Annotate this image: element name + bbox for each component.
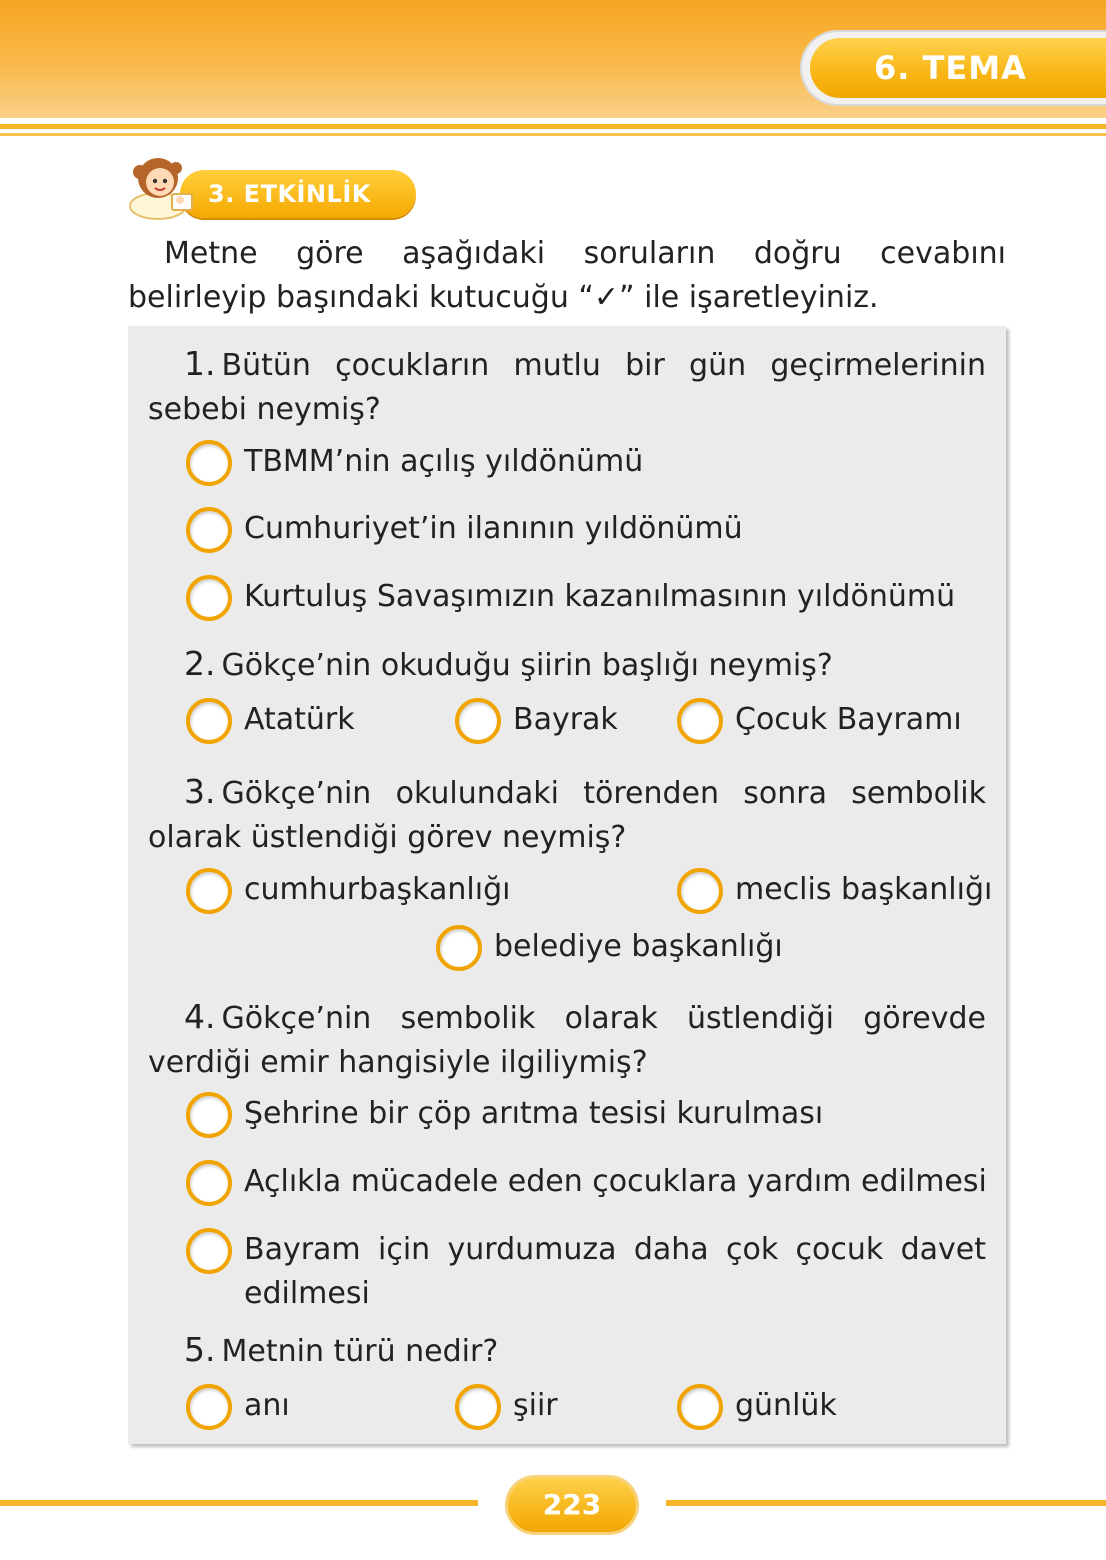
answer-circle[interactable] <box>455 698 501 744</box>
option-label: Kurtuluş Savaşımızın kazanılmasının yıldönümü <box>244 579 956 614</box>
instructions-text: Metne göre aşağıdaki soruların doğru cevabını belirleyip başındaki kutucuğu “✓” ile işaretleyiniz. <box>128 236 1006 315</box>
question-text: Gökçe’nin sembolik olarak üstlendiği görevde verdiği emir hangisiyle ilgiliymiş? <box>148 1001 986 1080</box>
top-divider-thin <box>0 133 1106 136</box>
option-q3-c[interactable] <box>436 925 783 975</box>
option-label: Şehrine bir çöp arıtma tesisi kurulması <box>244 1096 824 1131</box>
option-label: Bayrak <box>513 702 618 737</box>
option-label: günlük <box>735 1388 837 1423</box>
question-number: 1. <box>184 344 216 383</box>
option-q2-a[interactable] <box>186 698 355 748</box>
option-label: Cumhuriyet’in ilanının yıldönümü <box>244 511 743 546</box>
question-number: 4. <box>184 997 216 1036</box>
option-q2-b[interactable] <box>455 698 618 748</box>
option-q1-a[interactable] <box>186 440 643 490</box>
question-number: 2. <box>184 644 216 683</box>
answer-circle[interactable] <box>677 1384 723 1430</box>
answer-circle[interactable] <box>455 1384 501 1430</box>
theme-badge: 6. TEMA <box>810 38 1106 98</box>
activity-badge: 3. ETKİNLİK <box>180 170 416 218</box>
option-q2-c[interactable] <box>677 698 962 748</box>
option-label: Bayram için yurdumuza daha çok çocuk davet edilmesi <box>244 1232 986 1311</box>
option-q3-a[interactable] <box>186 868 510 918</box>
option-q1-c[interactable] <box>186 575 955 625</box>
question-text: Bütün çocukların mutlu bir gün geçirmelerinin sebebi neymiş? <box>148 348 986 427</box>
option-label: şiir <box>513 1388 558 1423</box>
answer-circle[interactable] <box>186 868 232 914</box>
option-label: cumhurbaşkanlığı <box>244 872 511 907</box>
question-4 <box>148 995 986 1085</box>
theme-badge-frame <box>800 30 1106 106</box>
answer-circle[interactable] <box>186 1092 232 1138</box>
answer-circle[interactable] <box>186 1384 232 1430</box>
question-number: 3. <box>184 772 216 811</box>
option-label: Açlıkla mücadele eden çocuklara yardım edilmesi <box>244 1164 987 1199</box>
question-number: 5. <box>184 1330 216 1369</box>
option-q1-b[interactable] <box>186 507 743 557</box>
answer-circle[interactable] <box>186 507 232 553</box>
answer-circle[interactable] <box>186 1160 232 1206</box>
option-label: Çocuk Bayramı <box>735 702 962 737</box>
question-text: Gökçe’nin okuduğu şiirin başlığı neymiş? <box>221 648 833 683</box>
question-3 <box>148 770 986 860</box>
question-1 <box>148 342 986 432</box>
answer-circle[interactable] <box>677 868 723 914</box>
option-label: Atatürk <box>244 702 355 737</box>
option-q4-b[interactable] <box>186 1160 987 1210</box>
option-q5-b[interactable] <box>455 1384 558 1434</box>
page-number: 223 <box>508 1478 636 1532</box>
question-5 <box>148 1328 986 1374</box>
option-label: TBMM’nin açılış yıldönümü <box>244 444 644 479</box>
answer-circle[interactable] <box>186 1228 232 1274</box>
option-q5-a[interactable] <box>186 1384 290 1434</box>
answer-circle[interactable] <box>677 698 723 744</box>
answer-circle[interactable] <box>186 440 232 486</box>
option-q4-a[interactable] <box>186 1092 823 1142</box>
answer-circle[interactable] <box>186 575 232 621</box>
option-q4-c[interactable] <box>186 1228 986 1318</box>
instructions <box>128 232 1006 320</box>
option-label: belediye başkanlığı <box>494 929 783 964</box>
girl-writing-icon <box>128 150 196 222</box>
top-divider <box>0 124 1106 129</box>
question-text: Metnin türü nedir? <box>221 1334 499 1369</box>
option-q5-c[interactable] <box>677 1384 837 1434</box>
option-q3-b[interactable] <box>677 868 992 918</box>
question-text: Gökçe’nin okulundaki törenden sonra sembolik olarak üstlendiği görev neymiş? <box>148 776 986 855</box>
footer-divider-left <box>0 1500 478 1506</box>
footer-divider-right <box>666 1500 1106 1506</box>
question-2 <box>148 642 986 688</box>
option-label: anı <box>244 1388 290 1423</box>
option-label: meclis başkanlığı <box>735 872 993 907</box>
answer-circle[interactable] <box>436 925 482 971</box>
answer-circle[interactable] <box>186 698 232 744</box>
